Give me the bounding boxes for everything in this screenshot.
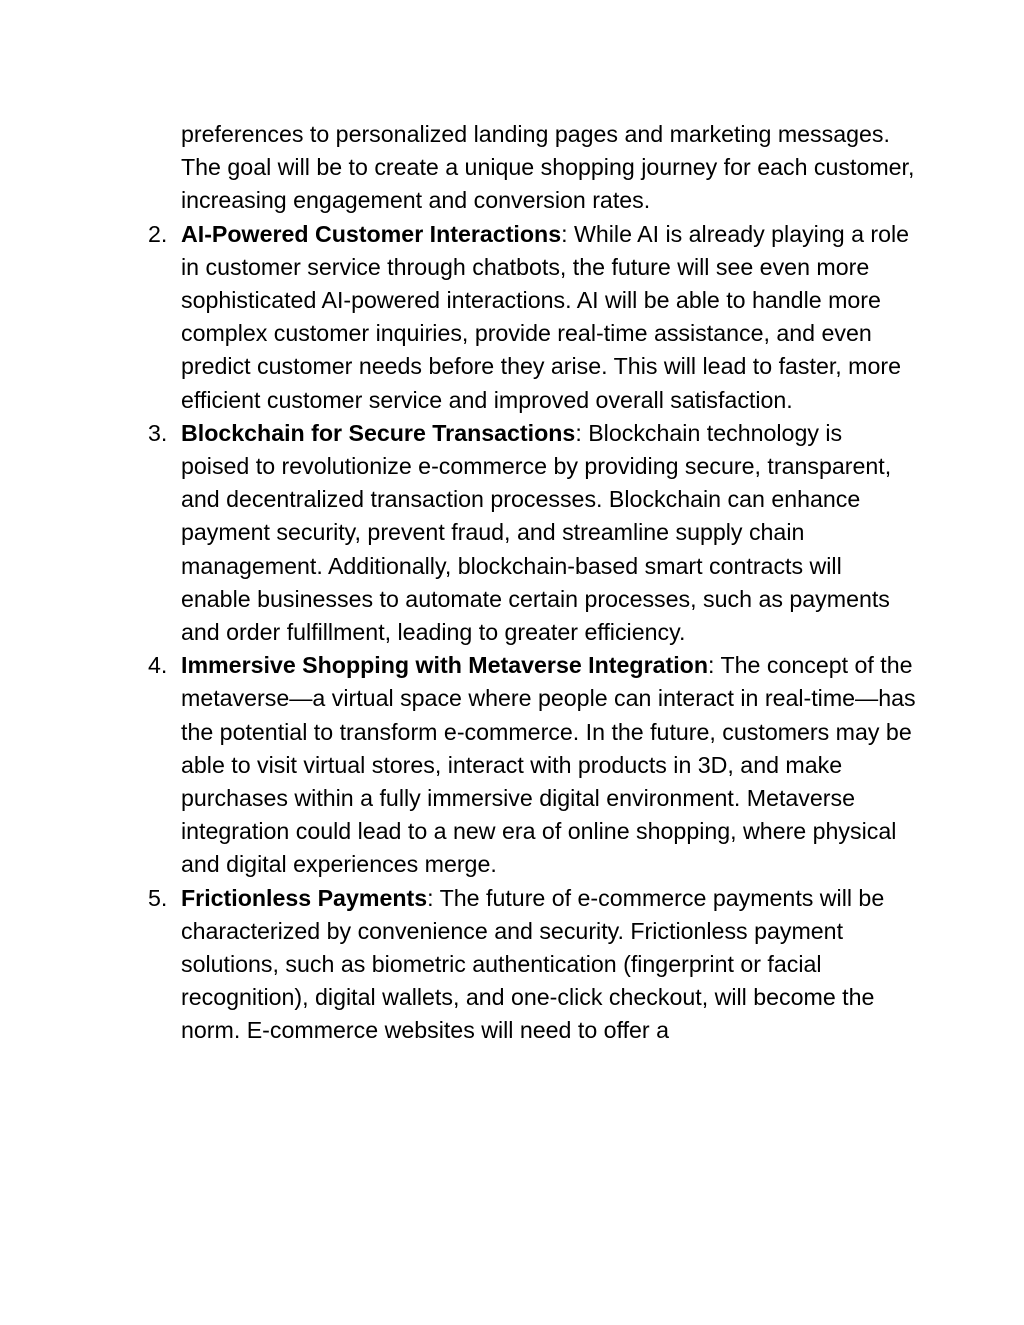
list-text: : The concept of the metaverse—a virtual space where people can interact in real-time—has the potential to transform e-commerce. In the future, customers may be able to visit virtual stores, interact with products in 3D, and make purchases within a fully immersive digital environment. Metaverse integration could lead to a new era of online shopping, where physical and digital experiences merge. (181, 652, 916, 878)
list-term: Blockchain for Secure Transactions (181, 419, 576, 446)
list-number: 4. (148, 652, 168, 679)
document-body (148, 118, 916, 1048)
list-number: 5. (148, 884, 168, 911)
list-text: : Blockchain technology is poised to revolutionize e-commerce by providing secure, transparent, and decentralized transaction processes. Blockchain can enhance payment security, prevent fraud, and streamline supply chain management. Additionally, blockchain-based smart contracts will enable businesses to automate certain processes, such as payments and order fulfillment, leading to greater efficiency. (181, 419, 892, 646)
list-item (148, 417, 916, 649)
list-item (148, 649, 916, 881)
list-text: : The future of e-commerce payments will be characterized by convenience and security. Frictionless payment solutions, such as biometric authentication (fingerprint or facial recognition), digital wallets, and one-click checkout, will become the norm. E-commerce websites will need to offer a (181, 884, 885, 1044)
list-text: : While AI is already playing a role in customer service through chatbots, the future will see even more sophisticated AI-powered interactions. AI will be able to handle more complex customer inquiries, provide real-time assistance, and even predict customer needs before they arise. This will lead to faster, more efficient customer service and improved overall satisfaction. (181, 220, 910, 413)
list-term: Immersive Shopping with Metaverse Integration (181, 652, 708, 679)
intro-paragraph: preferences to personalized landing pages and marketing messages. The goal will be to create a unique shopping journey for each customer, increasing engagement and conversion rates. (181, 121, 915, 214)
list-term: Frictionless Payments (181, 884, 428, 911)
list-number: 2. (148, 220, 168, 247)
list-item (148, 882, 916, 1048)
list-number: 3. (148, 419, 168, 446)
list-term: AI-Powered Customer Interactions (181, 220, 562, 247)
list-item (148, 218, 916, 417)
